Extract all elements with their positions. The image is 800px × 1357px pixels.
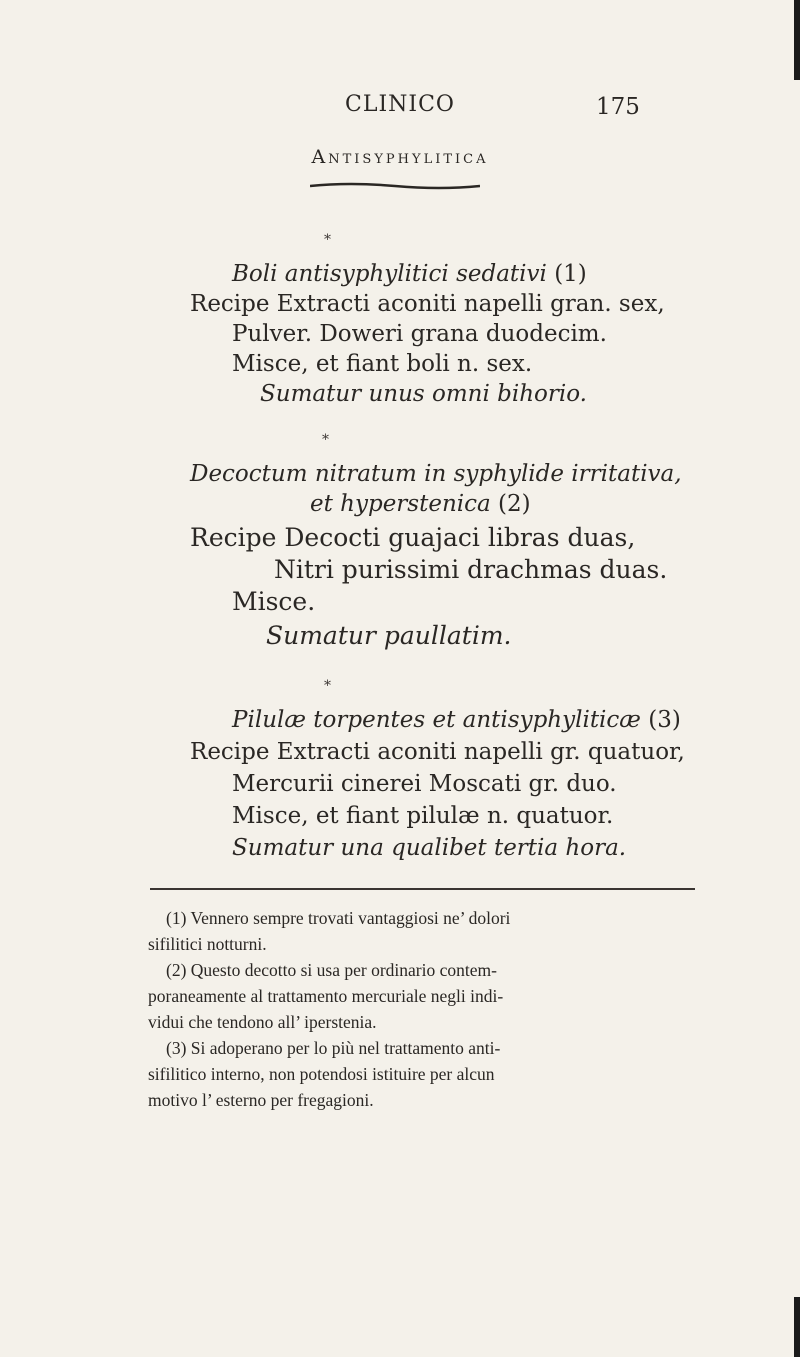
footnote-line: (2) Questo decotto si usa per ordinario contem- bbox=[166, 960, 497, 980]
footnote-line: motivo l’ esterno per fregagioni. bbox=[148, 1090, 374, 1110]
footnote-line: (1) Vennero sempre trovati vantaggiosi ne’ dolori bbox=[166, 908, 511, 928]
recipe-line: Recipe Extracti aconiti napelli gr. quatuor, bbox=[190, 739, 685, 765]
recipe-title: Pilulæ torpentes et antisyphyliticæ (3) bbox=[232, 707, 681, 733]
recipe-line: Misce, et fiant pilulæ n. quatuor. bbox=[232, 803, 614, 829]
page-edge-shadow bbox=[794, 0, 800, 80]
recipe-title: et hyperstenica (2) bbox=[310, 491, 531, 517]
section-title: Antisyphylitica bbox=[311, 146, 489, 168]
section-star: * bbox=[322, 432, 329, 448]
footnote-line: sifilitici notturni. bbox=[148, 934, 267, 954]
recipe-line: Recipe Decocti guajaci libras duas, bbox=[190, 523, 636, 552]
running-head: CLINICO bbox=[345, 92, 455, 117]
page-edge-shadow-bottom bbox=[794, 1297, 800, 1357]
footnote-line: poraneamente al trattamento mercuriale negli indi- bbox=[148, 986, 504, 1006]
page-number: 175 bbox=[596, 94, 640, 120]
recipe-direction: Sumatur una qualibet tertia hora. bbox=[232, 835, 627, 861]
footnote-line: (3) Si adoperano per lo più nel trattamento anti- bbox=[166, 1038, 501, 1058]
recipe-line: Pulver. Doweri grana duodecim. bbox=[232, 321, 607, 347]
footnote-line: vidui che tendono all’ iperstenia. bbox=[148, 1012, 377, 1032]
recipe-direction: Sumatur unus omni bihorio. bbox=[260, 381, 587, 407]
recipe-title: Boli antisyphylitici sedativi (1) bbox=[232, 261, 587, 287]
recipe-line: Nitri purissimi drachmas duas. bbox=[274, 555, 668, 584]
ornamental-rule bbox=[310, 182, 480, 190]
recipe-line: Misce. bbox=[232, 587, 316, 616]
recipe-direction: Sumatur paullatim. bbox=[266, 621, 512, 650]
recipe-line: Misce, et fiant boli n. sex. bbox=[232, 351, 533, 377]
footnote-line: sifilitico interno, non potendosi istituire per alcun bbox=[148, 1064, 495, 1084]
recipe-line: Recipe Extracti aconiti napelli gran. sex, bbox=[190, 291, 665, 317]
recipe-line: Mercurii cinerei Moscati gr. duo. bbox=[232, 771, 617, 797]
section-star: * bbox=[324, 678, 331, 694]
footnote-rule bbox=[150, 888, 695, 890]
recipe-title: Decoctum nitratum in syphylide irritativa, bbox=[190, 461, 682, 487]
section-star: * bbox=[324, 232, 331, 248]
